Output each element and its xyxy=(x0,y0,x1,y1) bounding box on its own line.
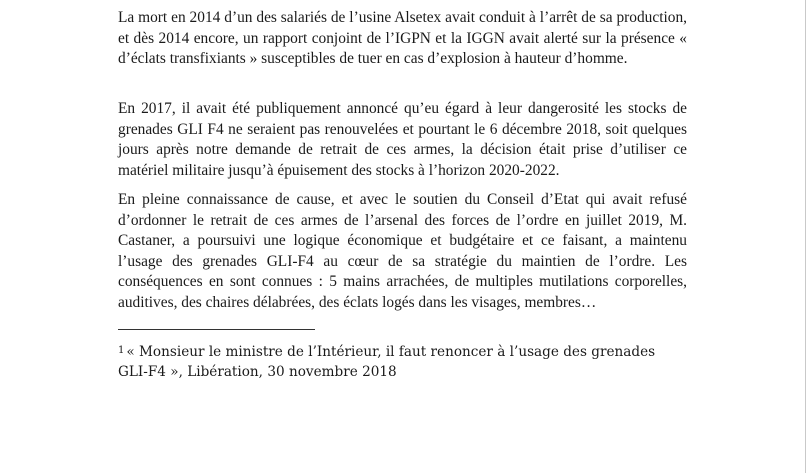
paragraph-3: En pleine connaissance de cause, et avec le soutien du Conseil d’Etat qui avait refusé d’ordonner le retrait de ces armes de l’arsenal des forces de l’ordre en juillet 2019, M. Castaner, a poursuivi une logique économique et budgétaire et ce faisant, a maintenu l’usage des grenades GLI-F4 au cœur de sa stratégie du maintien de l’ordre. Les conséquences en sont connues : 5 mains arrachées, de multiples mutilations corporelles, auditives, des chaires délabrées, des éclats logés dans les visages, membres… xyxy=(118,191,687,311)
footnote-separator xyxy=(118,329,315,330)
page-edge-divider xyxy=(805,0,806,473)
footnote xyxy=(118,341,678,382)
paragraph-2: En 2017, il avait été publiquement annoncé qu’eu égard à leur dangerosité les stocks de grenades GLI F4 ne seraient pas renouvelées et pourtant le 6 décembre 2018, soit quelques jours après notre demande de retrait de ces armes, la décision était prise d’utiliser ce matériel militaire jusqu’à épuisement des stocks à l’horizon 2020-2022. xyxy=(118,100,687,179)
footnote-text: « Monsieur le ministre de l’Intérieur, il faut renoncer à l’usage des grenades GLI-F4 », Libération, 30 novembre 2018 xyxy=(118,344,656,380)
paragraph-1: La mort en 2014 d’un des salariés de l’usine Alsetex avait conduit à l’arrêt de sa production, et dès 2014 encore, un rapport conjoint de l’IGPN et la IGGN avait alerté sur la présence « d’éclats transfixiants » susceptibles de tuer en cas d’explosion à hauteur d’homme. xyxy=(118,9,687,68)
footnote-marker: 1 xyxy=(118,345,125,356)
